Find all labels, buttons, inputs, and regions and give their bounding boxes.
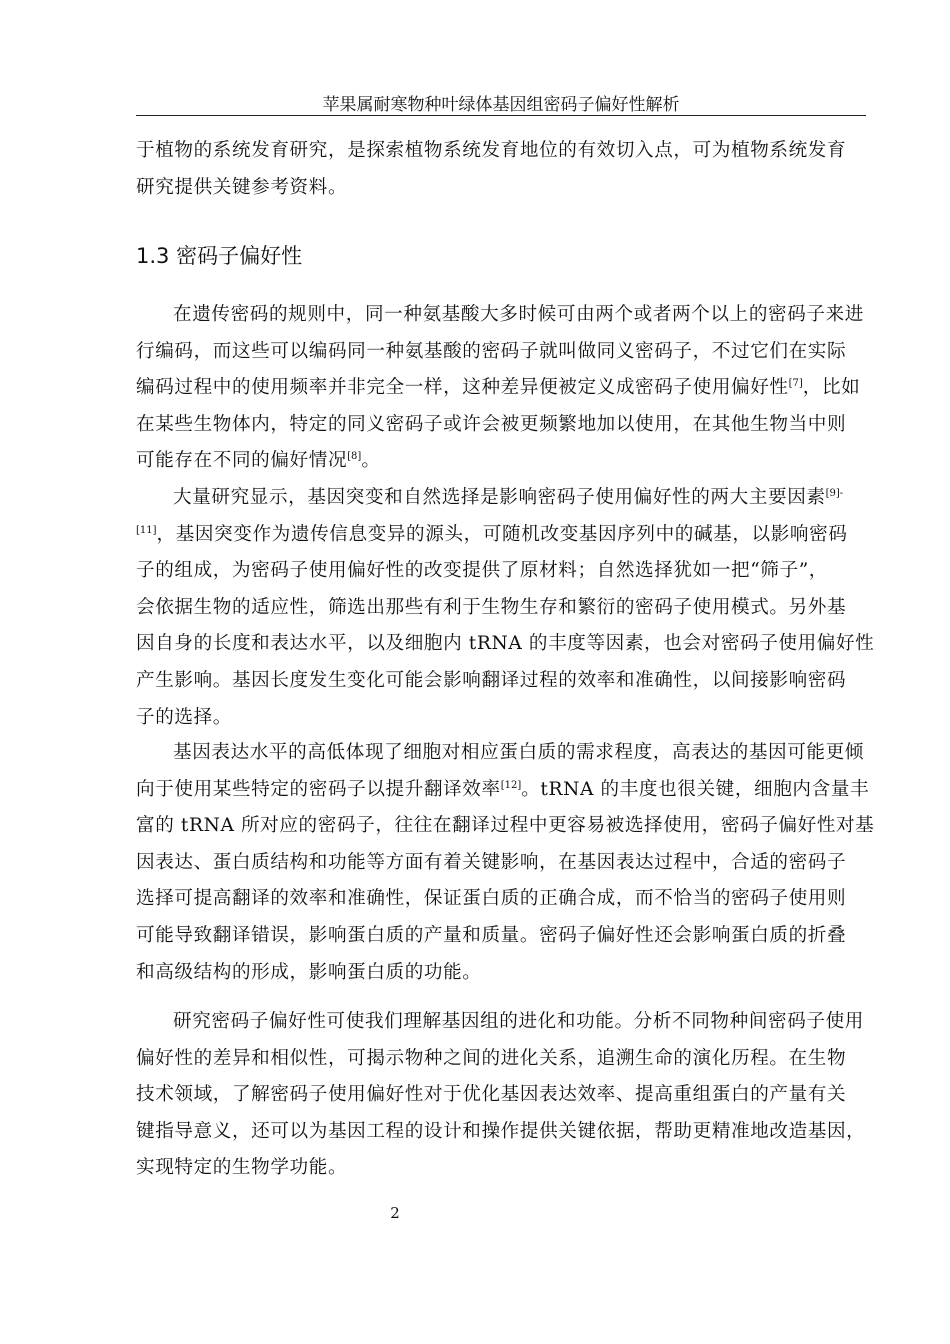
text-segment: ，基因突变作为遗传信息变异的源头，可随机改变基因序列中的碱基，以影响密码 [156,523,848,545]
paragraph [136,480,875,736]
text-segment: 研究密码子偏好性可使我们理解基因组的进化和功能。分析不同物种间密码子使用 [173,1011,864,1032]
text-line [136,590,871,627]
text-segment: 技术领域，了解密码子使用偏好性对于优化基因表达效率、提高重组蛋白的产量有关 [136,1084,847,1106]
text-segment: 偏好性的差异和相似性，可揭示物种之间的进化关系，追溯生命的演化历程。在生物 [136,1047,847,1069]
section-heading: 1.3 密码子偏好性 [136,244,303,268]
text-line [136,133,871,170]
text-line [136,334,871,371]
text-segment: 和高级结构的形成，影响蛋白质的功能。 [136,961,482,983]
text-line [136,955,871,992]
text-line [136,1150,871,1187]
text-line [136,626,875,663]
header-rule [136,115,866,116]
text-line [136,808,875,845]
text-segment: 键指导意义，还可以为基因工程的设计和操作提供关键依据，帮助更精准地改造基因， [136,1120,866,1142]
paragraph [136,735,875,991]
text-line [136,1077,871,1114]
text-line [136,772,871,809]
text-line [136,170,871,207]
text-line [136,370,871,407]
text-segment: 。 [361,450,381,472]
text-line [136,881,871,918]
citation-superscript: [8] [347,451,362,463]
text-segment: 编码过程中的使用频率并非完全一样，这种差异便被定义成密码子使用偏好性 [136,377,789,399]
text-segment: 可能存在不同的偏好情况 [136,450,348,472]
text-segment: 。tRNA 的丰度也很关键，细胞内含量丰 [521,778,870,800]
paragraph [136,297,871,480]
text-segment: 产生影响。基因长度发生变化可能会影响翻译过程的效率和准确性，以间接影响密码 [136,669,847,691]
text-segment: 于植物的系统发育研究，是探索植物系统发育地位的有效切入点，可为植物系统发育 [136,140,847,161]
text-line [136,918,871,955]
text-segment: 在某些生物体内，特定的同义密码子或许会被更频繁地加以使用，在其他生物当中则 [136,413,847,435]
text-segment: 富的 tRNA 所对应的密码子，往往在翻译过程中更容易被选择使用，密码子偏好性对基 [136,815,875,837]
text-segment: 行编码，而这些可以编码同一种氨基酸的密码子就叫做同义密码子，不过它们在实际 [136,340,847,362]
text-line [136,1041,871,1078]
text-line [136,443,871,480]
running-header-title: 苹果属耐寒物种叶绿体基因组密码子偏好性解析 [322,95,680,115]
text-segment: 实现特定的生物学功能。 [136,1157,348,1179]
paragraph [136,1004,871,1187]
citation-superscript: [9]- [825,488,844,499]
text-segment: 因表达、蛋白质结构和功能等方面有着关键影响，在基因表达过程中，合适的密码子 [136,851,847,873]
text-line [136,517,871,554]
text-segment: 会依据生物的适应性，筛选出那些有利于生物生存和繁衍的密码子使用模式。另外基 [136,596,847,618]
text-line [136,663,871,700]
text-segment: ，比如 [802,377,861,399]
citation-superscript: [11] [136,524,157,536]
text-line [136,1114,871,1151]
text-segment: 研究提供关键参考资料。 [136,176,348,198]
text-line [136,735,871,772]
text-segment: 可能导致翻译错误，影响蛋白质的产量和质量。密码子偏好性还会影响蛋白质的折叠 [136,924,847,946]
text-line [136,297,871,334]
text-line [136,480,871,517]
text-segment: 基因表达水平的高低体现了细胞对相应蛋白质的需求程度，高表达的基因可能更倾 [173,742,864,763]
citation-superscript: [12] [500,779,522,791]
text-segment: 在遗传密码的规则中，同一种氨基酸大多时候可由两个或者两个以上的密码子来进 [173,304,864,325]
text-segment: 子的组成，为密码子使用偏好性的改变提供了原材料；自然选择犹如一把“筛子”， [136,560,828,582]
text-segment: 大量研究显示，基因突变和自然选择是影响密码子使用偏好性的两大主要因素 [173,487,826,508]
text-line [136,700,871,737]
citation-superscript: [7] [788,378,803,390]
text-line [136,407,871,444]
text-line [136,845,871,882]
text-segment: 选择可提高翻译的效率和准确性，保证蛋白质的正确合成，而不恰当的密码子使用则 [136,888,847,910]
page-number: 2 [390,1204,400,1222]
paragraph [136,133,871,206]
text-line [136,553,871,590]
text-segment: 子的选择。 [136,706,232,728]
text-segment: 向于使用某些特定的密码子以提升翻译效率 [136,778,501,800]
text-segment: 因自身的长度和表达水平，以及细胞内 tRNA 的丰度等因素，也会对密码子使用偏好性 [136,633,875,655]
text-line [136,1004,871,1041]
